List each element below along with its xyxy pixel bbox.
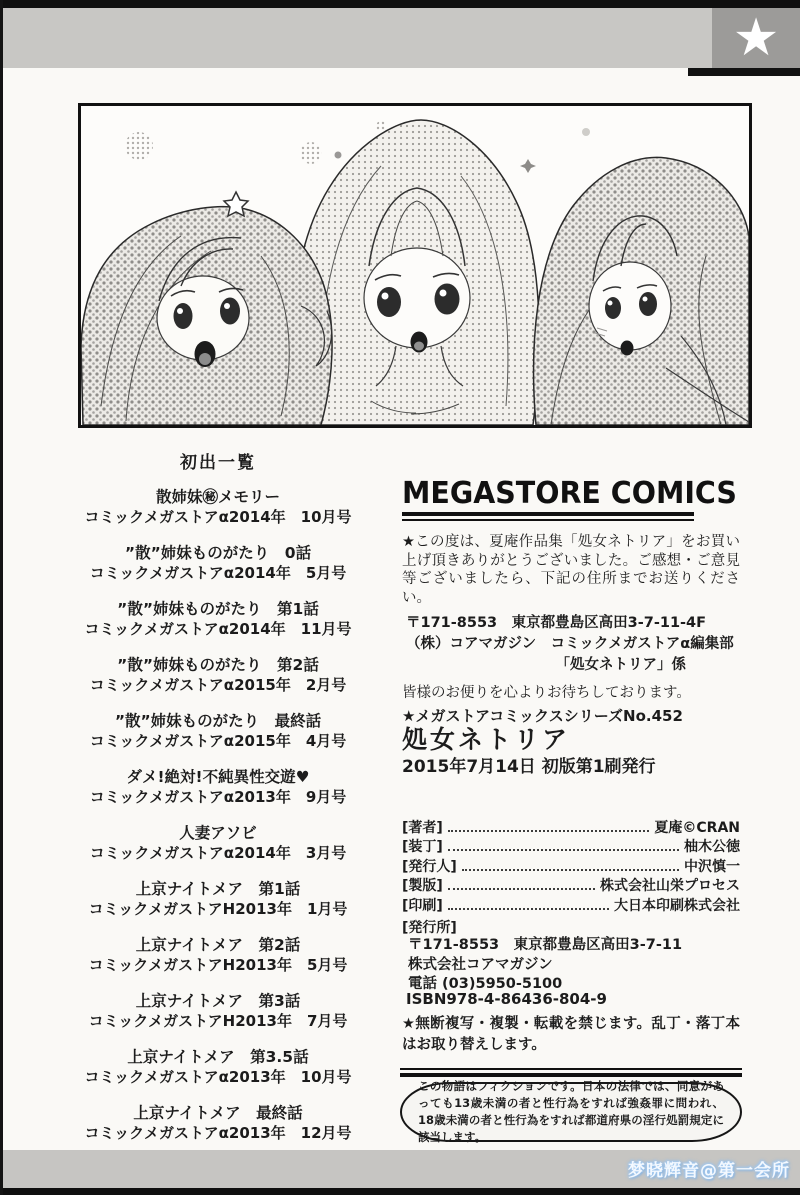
series-number: ★メガストアコミックスシリーズNo.452 [402,707,683,725]
entry-source: コミックメガストアα2014年 3月号 [89,844,347,862]
first-publication-entries [48,487,388,1143]
dot-leader [462,869,679,871]
credit-label: [発行人] [402,858,457,875]
publisher-phone: 電話 (03)5950-5100 [408,976,563,992]
entry-source: コミックメガストアH2013年 1月号 [88,900,348,918]
publisher-label: [発行所] [402,920,457,936]
list-item [48,879,388,919]
list-item [48,655,388,695]
fiction-disclaimer-text: この物語はフィクションです。日本の法律では、同意があっても13歳未満の者と性行為をすれば強姦罪に問われ、18歳未満の者と性行為をすれば都道府県の淫行処罰規定に該当します。 [418,1078,724,1145]
rights-notice: ★無断複写・複製・転載を禁じます。乱丁・落丁本はお取り替えします。 [402,1016,740,1053]
credit-label: [製版] [402,878,443,894]
megastore-comics-logo: MEGASTORE COMICS [402,476,737,511]
credit-value: 中沢慎一 [684,858,740,875]
logo-underline-thick [402,512,694,516]
entry-title: 上京ナイトメア 第1話 [135,880,301,898]
entry-title: ”散”姉妹ものがたり 0話 [124,544,312,562]
entry-source: コミックメガストアH2013年 5月号 [88,956,348,974]
list-item [48,599,388,639]
entry-title: 上京ナイトメア 第3.5話 [127,1048,309,1066]
list-item [48,935,388,975]
list-item [48,487,388,527]
credit-row [402,895,740,915]
entry-source: コミックメガストアα2014年 11月号 [84,620,352,638]
list-item [48,767,388,807]
entry-title: ダメ!絶対!不純異性交遊♥ [126,768,310,786]
book-title: 処女ネトリア [402,725,571,754]
entry-title: 人妻アソビ [179,824,257,842]
isbn: ISBN978-4-86436-804-9 [406,990,607,1008]
scan-edge-bottom [0,1188,800,1195]
credit-label: [著者] [402,819,443,836]
credit-row [402,817,740,837]
publisher-name: 株式会社コアマガジン [408,956,553,973]
dot-leader [448,849,679,851]
entry-title: ”散”姉妹ものがたり 最終話 [114,712,322,730]
list-item [48,823,388,863]
first-publication-list [48,448,388,1143]
entry-title: ”散”姉妹ものがたり 第1話 [117,600,319,618]
credit-value: 夏庵©CRAN [654,819,740,836]
dot-leader [448,830,650,832]
fiction-disclaimer-box [400,1078,742,1145]
entry-source: コミックメガストアH2013年 7月号 [88,1012,348,1030]
editorial-department: （株）コアマガジン コミックメガストアα編集部 [406,636,734,652]
entry-source: コミックメガストアα2014年 10月号 [84,508,352,526]
entry-source: コミックメガストアα2013年 12月号 [84,1124,352,1142]
entry-title: 上京ナイトメア 最終話 [133,1104,303,1122]
list-item [48,1103,388,1143]
star-icon: ★ [732,8,780,68]
editorial-postal-address: 〒171-8553 東京都豊島区高田3-7-11-4F [406,615,707,631]
scan-edge-top [0,0,800,8]
credit-row [402,856,740,876]
credit-value: 柚木公徳 [684,839,740,855]
entry-source: コミックメガストアα2015年 2月号 [89,676,347,694]
credit-value: 株式会社山栄プロセス [600,878,740,894]
top-gray-band [0,8,800,68]
star-badge [712,8,800,68]
waiting-line: 皆様のお便りを心よりお待ちしております。 [402,685,691,701]
credit-value: 大日本印刷株式会社 [614,897,740,914]
first-publication-heading: 初出一覧 [180,453,256,473]
list-item [48,991,388,1031]
entry-source: コミックメガストアα2015年 4月号 [89,732,347,750]
entry-source: コミックメガストアα2013年 10月号 [84,1068,352,1086]
credit-label: [装丁] [402,839,443,855]
divider-line-thin [400,1068,742,1070]
publisher-address-block [408,936,682,995]
dot-leader [448,888,595,890]
publisher-address-line: 〒171-8553 東京都豊島区高田3-7-11 [408,937,683,953]
credit-row [402,876,740,896]
cover-illustration-frame [78,103,752,428]
cover-illustration [81,106,749,425]
thanks-paragraph: ★この度は、夏庵作品集「処女ネトリア」をお買い上げ頂きありがとうございました。ご感想・ご意見等ございましたら、下記の住所までお送りください。 [402,534,740,606]
list-item [48,711,388,751]
attention-line: 「処女ネトリア」係 [555,657,686,673]
edition-date: 2015年7月14日 初版第1刷発行 [402,757,656,777]
entry-source: コミックメガストアα2013年 9月号 [89,788,347,806]
credits-list [402,817,740,915]
entry-title: 上京ナイトメア 第2話 [135,936,301,954]
watermark-text: 梦晓辉音@第一会所 [628,1161,790,1181]
credit-row [402,837,740,857]
entry-title: ”散”姉妹ものがたり 第2話 [117,656,319,674]
entry-source: コミックメガストアα2014年 5月号 [89,564,347,582]
dot-leader [448,908,609,910]
list-item [48,1047,388,1087]
logo-underline-thin [402,519,694,521]
star-badge-underbar [688,68,800,76]
entry-title: 散姉妹㊙メモリー [155,488,280,506]
scan-edge-left [0,0,3,1195]
entry-title: 上京ナイトメア 第3話 [135,992,301,1010]
credit-label: [印刷] [402,897,443,914]
list-item [48,543,388,583]
